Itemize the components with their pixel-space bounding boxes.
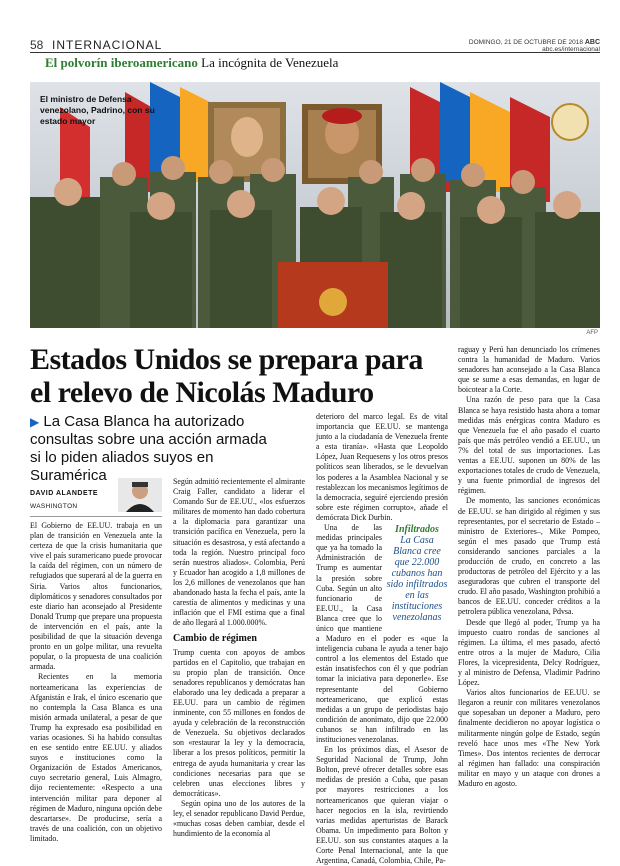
- newspaper-page: [30, 0, 600, 866]
- paragraph: raguay y Perú han denunciado los crímenes contra la humanidad de Maduro. Varios senadores han aconsejado a la Casa Blanca que se sume a esas demandas, en lugar de boicotear a la Corte.: [458, 345, 600, 395]
- paragraph: Recientes en la memoria norteamericana las experiencias de Afganistán e Irak, el único escenario que no contempla la Casa Blanca es una misión armada unilateral, a pesar de que Trump ha expresado esa posibilidad en varias ocasiones. Si ha habido consultas en ese sentido entre EE.UU. y aliados suyos e instituciones como la Organización de Estados Americanos, cuyo secretario general, Luis Almagro, dijo recientemente: «Respecto a una intervención militar para deponer al régimen de Maduro, ninguna opción debe descartarse». De producirse, sería a través de una coalición, con un objetivo limitado.: [30, 672, 162, 843]
- paragraph: Trump cuenta con apoyos de ambos partidos en el Capitolio, que trabajan en su propio plan de transición. Once senadores republicanos y demócratas han elaborado una ley dedicada a preparar a EE.UU. para un cambio de régimen inminente, con 55 millones en fondos de ayuda y celebración de la reconstrucción de Venezuela. Su objetivos declarados son «restaurar la ley y la democracia, liberar a los presos políticos, permitir la entrega de ayuda humanitaria y crear las condiciones necesarias para que se celebren unas elecciones libres y democráticas».: [173, 647, 305, 798]
- dateline-location: WASHINGTON: [30, 503, 78, 510]
- column-1: [30, 521, 162, 844]
- author-avatar: [118, 478, 162, 512]
- column-4: [458, 345, 600, 789]
- byline: [30, 490, 130, 510]
- subhead: Cambio de régimen: [173, 633, 257, 645]
- topic: La incógnita de Venezuela: [201, 55, 339, 70]
- brand-mark: ABC: [584, 39, 600, 46]
- deck-text: La Casa Blanca ha autorizado consultas sobre una acción armada si lo piden aliados suyos en Suramérica: [30, 413, 267, 484]
- photo-credit: AFP: [586, 330, 598, 336]
- page-number: 58: [30, 38, 44, 52]
- arrow-icon: ▶: [30, 415, 40, 429]
- author-name: DAVID ALANDETE: [30, 490, 99, 497]
- paragraph: Varios altos funcionarios de EE.UU. se llegaron a reunir con militares venezolanos que sopesaban un deponer a Maduro, pero finalmente decidieron no apoyar logística o militarmente ningún golpe de Estado, según reveló hace unos mes «The New York Times». Dos intentos recientes de derrocar al régimen han fallado: una conspiración militar en mayo y un ataque con drones a Maduro en agosto.: [458, 688, 600, 789]
- paragraph: Desde que llegó al poder, Trump ya ha impuesto cuatro rondas de sanciones al régimen. La última, el mes pasado, afectó entre otros a la mujer de Maduro, Cilia Flores, la vicepresidenta, Delcy Rodríguez, y al ministro de Defensa, Vladimir Padrino López.: [458, 617, 600, 688]
- photo-caption: El ministro de Defensa venezolano, Padrino, con su estado mayor: [40, 94, 155, 126]
- headline: Estados Unidos se prepara para el relevo de Nicolás Maduro: [30, 343, 423, 409]
- pullquote-label: Infiltrados: [395, 524, 439, 536]
- lead-photo: [30, 82, 600, 328]
- paragraph: El Gobierno de EE.UU. trabaja en un plan de transición en Venezuela ante la certeza de que la crisis humanitaria que vive el país suramericano puede provocar la caída del régimen, con un número de refugiados que superará al de la guerra en Siria. Varios altos funcionarios, diplomáticos y senadores consultados por este diario han aconsejado al Presidente Donald Trump que prepare una propuesta de intervención en el país, ante la posibilidad de que la situación devenga pronto en un golpe militar, una revuelta popular, o la propuesta de una coalición armada.: [30, 521, 162, 672]
- paragraph: deterioro del marco legal. Es de vital importancia que EE.UU. se mantenga junto a la ciudadanía de Venezuela frente a esta tiranía». «Hasta que Leopoldo López, Juan Requesens y los otros presos políticos sean liberados, se le devuelvan los poderes a la Asamblea Nacional y se restablezcan los mecanismos legítimos de la democracia, seguiré ejerciendo presión sobre este régimen corrupto», añade el demócrata Dick Durbin.: [316, 412, 448, 522]
- byline-rule: [30, 516, 162, 517]
- section-title: INTERNACIONAL: [52, 38, 163, 52]
- page-header: [30, 38, 600, 53]
- kicker: El polvorín iberoamericano: [45, 55, 198, 70]
- paragraph: Una razón de peso para que la Casa Blanca se haya resistido hasta ahora a tomar medidas más enérgicas contra Maduro es que Venezuela fue el año pasado el cuarto país que más petróleo vendió a EE.UU., un 7% del total de sus importaciones. Las ventas a EE.UU. suponen un 80% de las exportaciones totales de crudo de Venezuela, y una fuente primordial de ingresos del régimen.: [458, 395, 600, 496]
- pullquote: [386, 525, 448, 623]
- column-2: [173, 477, 305, 839]
- section-url: abc.es/internacional: [542, 46, 600, 53]
- column-3: [316, 412, 448, 866]
- dateline: [469, 39, 600, 53]
- paragraph: Según admitió recientemente el almirante Craig Faller, candidato a liderar el Comando Sur de EE.UU., «los esfuerzos militares de momento han dado cobertura a la diplomacia para garantizar una transición pacífica en Venezuela, pero la situación es desastrosa, y está afectando a toda la región. Nuestro principal foco serán nuestros aliados». Colombia, Perú y Ecuador han acogido a 1,8 millones de los 2,6 millones de venezolanos que han abandonado hasta la fecha el país, ante la carestía de alimentos y medicinas y una inflación que el FMI estima que a final de año llegará al 1.000.000%.: [173, 477, 305, 628]
- paragraph: En los próximos días, el Asesor de Seguridad Nacional de Trump, John Bolton, prevé ofrecer detalles sobre esas medidas de presión a Cuba, que pasan por mayores restricciones a los norteamericanos que quieran viajar o hacer negocios en la isla, revirtiendo varias medidas aperturistas de Barack Obama. Un impedimento para Bolton y EE.UU. son sus constantes ataques a la Corte Penal Internacional, ante la que Argentina, Canadá, Colombia, Chile, Pa-: [316, 745, 448, 866]
- paragraph: Según opina uno de los autores de la ley, el senador republicano David Perdue, «muchas cosas deben cambiar, desde el hundimiento de la economía al: [173, 798, 305, 839]
- issue-date: DOMINGO, 21 DE OCTUBRE DE 2018: [468, 39, 584, 46]
- deck: [30, 413, 280, 485]
- paragraph: Una de las medidas principales que ya ha tomado la Administración de Trump es aumentar la presión sobre Cuba. Según un alto funcionario de EE.UU., la Casa Blanca cree que lo único que mantiene a Maduro en el poder es «que la inteligencia cubana le ayuda a tener bajo control a los elementos del Estado que están insatisfechos con él y que podrían tomar la iniciativa para deponerle». Ese representante del Gobierno norteamericano, que explicó estas medidas a un grupo de periodistas bajo condición de anonimato, dijo que 22.000 cubanos se han infiltrado en las instituciones venezolanas.: [316, 523, 448, 744]
- topic-header: [45, 55, 338, 71]
- pullquote-text: La Casa Blanca cree que 22.000 cubanos han sido infiltrados en las instituciones venezolanas: [386, 535, 448, 624]
- paragraph: De momento, las sanciones económicas de EE.UU. se han dirigido al régimen y sus representantes, por el secretario de Estado –ministro de Exteriores–, Mike Pompeo, según el mes pasado que Trump está considerando sanciones parciales a la producción de crudo, en concreto a las productoras de petróleo del Ejército y a las aseguradoras que cubren el transporte del crudo. El año pasado, Washington prohibió a bancos de EE.UU. conceder créditos a la petrolera pública venezolana, Pdvsa.: [458, 496, 600, 617]
